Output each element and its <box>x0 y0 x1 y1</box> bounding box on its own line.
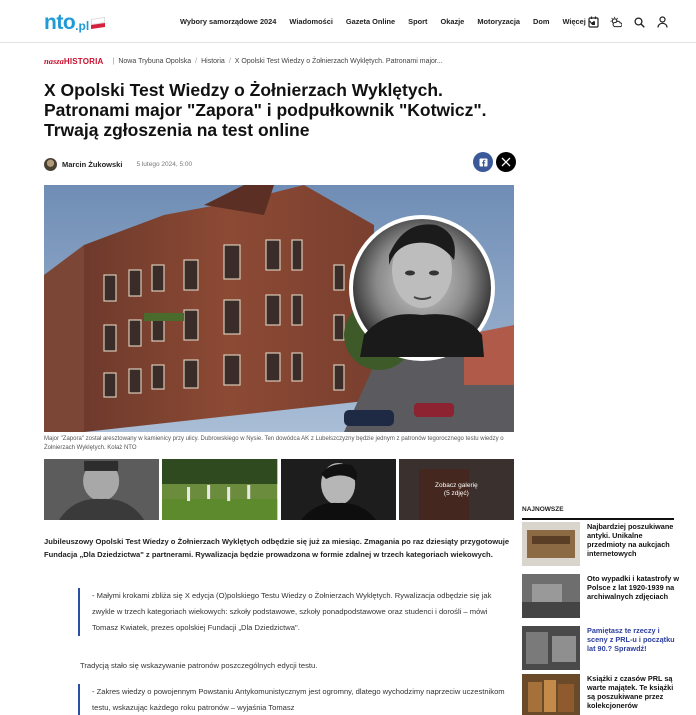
sidebar-article-image[interactable] <box>522 626 580 670</box>
site-logo[interactable] <box>44 11 105 33</box>
gallery-label: Zobacz galerię <box>435 481 478 489</box>
sidebar-article-image[interactable] <box>522 574 580 618</box>
calendar-icon[interactable] <box>587 16 599 28</box>
author-row <box>44 155 516 173</box>
sidebar-article-4[interactable] <box>522 674 682 715</box>
nav-item-motoryzacja[interactable]: Motoryzacja <box>477 17 521 26</box>
gallery-thumb-2[interactable] <box>162 459 277 520</box>
breadcrumb <box>44 56 443 66</box>
gallery-thumb-3[interactable] <box>281 459 396 520</box>
gallery-overlay[interactable] <box>399 459 514 520</box>
breadcrumb-item-current: X Opolski Test Wiedzy o Żołnierzach Wyklętych. Patronami major... <box>234 57 443 65</box>
share-buttons <box>473 152 516 172</box>
top-navigation-bar <box>0 0 696 43</box>
sidebar-article-3[interactable] <box>522 626 682 670</box>
header-icons <box>587 16 668 28</box>
nav-item-okazje[interactable]: Okazje <box>440 17 465 26</box>
sidebar-article-2[interactable] <box>522 574 682 618</box>
image-caption: Major "Zapora" został aresztowany w kamienicy przy ulicy. Dubrowskiego w Nysie. Ten dowódca AK z Lubelszczyzny będzie jednym z patronów tegorocznego testu wiedzy o Żołnierzach Wyklętych. Kolaż NTO <box>44 436 504 451</box>
brand-italic: nasza <box>44 56 64 66</box>
breadcrumb-item-historia[interactable]: Historia <box>201 57 225 65</box>
sidebar-article-title[interactable]: Pamiętasz te rzeczy i sceny z PRL-u i początku lat 90.? Sprawdź! <box>587 626 675 653</box>
publish-date: 5 lutego 2024, 5:00 <box>136 160 193 168</box>
nav-item-wiadomosci[interactable]: Wiadomości <box>289 17 333 26</box>
article-paragraph-1: Tradycją stało się wskazywanie patronów poszczególnych edycji testu. <box>80 661 318 670</box>
sidebar-article-image[interactable] <box>522 674 580 715</box>
sidebar-article-1[interactable] <box>522 522 682 566</box>
sidebar-heading: NAJNOWSZE <box>522 506 674 520</box>
nav-more-label: Więcej <box>562 17 586 26</box>
facebook-share-button[interactable] <box>473 152 493 172</box>
search-icon[interactable] <box>633 16 645 28</box>
author-name[interactable]: Marcin Żukowski <box>62 159 123 169</box>
sidebar-article-title[interactable]: Oto wypadki i katastrofy w Polsce z lat 1920-1939 na archiwalnych zdjęciach <box>587 574 680 601</box>
article-quote-2: - Zakres wiedzy o powojennym Powstaniu Antykomunistycznym jest ogromny, dlatego wychodzimy naprzeciw uczestnikom testu, wskazując każdego roku patronów – wyjaśnia Tomasz <box>78 684 514 715</box>
main-article-image[interactable] <box>44 185 514 432</box>
user-icon[interactable] <box>656 16 668 28</box>
author-avatar[interactable] <box>44 158 57 171</box>
polish-flag-icon <box>91 17 105 29</box>
breadcrumb-item-home[interactable]: Nowa Trybuna Opolska <box>118 57 192 65</box>
collage-illustration <box>44 185 514 432</box>
sidebar-article-title[interactable]: Książki z czasów PRL są warte majątek. Te książki są poszukiwane przez kolekcjonerów <box>587 674 674 710</box>
breadcrumb-separator: / <box>228 57 231 65</box>
nav-item-sport[interactable]: Sport <box>408 17 428 26</box>
x-share-button[interactable] <box>496 152 516 172</box>
nav-item-gazeta-online[interactable]: Gazeta Online <box>345 17 396 26</box>
article-quote-1: - Małymi krokami zbliża się X edycja (O)polskiego Testu Wiedzy o Żołnierzach Wyklętych. Rywalizacja odbędzie się jak zwykle w trzech kategoriach wiekowych: szkoły podstawowe, szkoły ponadpodstawowe oraz studenci i dorośli – mówi Tomasz Kwiatek, prezes opolskiej Fundacji „Dla Dziedzictwa". <box>78 588 514 636</box>
sidebar-article-image[interactable] <box>522 522 580 566</box>
x-logo-icon <box>501 157 511 167</box>
logo-text: nto <box>44 11 76 34</box>
article-title: X Opolski Test Wiedzy o Żołnierzach Wyklętych. Patronami major "Zapora" i podpułkownik "Kotwicz". Trwają zgłoszenia na test online <box>44 80 487 140</box>
photo-gallery-strip <box>44 459 514 520</box>
article-lead: Jubileuszowy Opolski Test Wiedzy o Żołnierzach Wyklętych odbędzie się już za miesiąc. Zmagania po raz dziesiąty przygotowuje Fundacja „Dla Dziedzictwa" z partnerami. Rywalizacja będzie prowadzona w formie zdalnej w trzech kategoriach wiekowych. <box>44 537 510 559</box>
sidebar-article-title[interactable]: Najbardziej poszukiwane antyki. Unikalne przedmioty na aukcjach internetowych <box>587 522 674 558</box>
brand-bold: HISTORIA <box>63 56 104 66</box>
nav-item-wybory[interactable]: Wybory samorządowe 2024 <box>180 17 277 26</box>
nav-item-dom[interactable]: Dom <box>533 17 550 26</box>
logo-suffix: .pl <box>75 19 90 33</box>
weather-icon[interactable] <box>610 16 622 28</box>
gallery-thumb-4[interactable] <box>399 459 514 520</box>
breadcrumb-separator: / <box>195 57 198 65</box>
facebook-icon <box>479 158 488 167</box>
nasza-historia-logo[interactable] <box>44 56 104 66</box>
gallery-count: (5 zdjęć) <box>443 489 469 497</box>
gallery-thumb-1[interactable] <box>44 459 159 520</box>
breadcrumb-separator: | <box>112 57 115 65</box>
main-nav <box>180 16 608 28</box>
